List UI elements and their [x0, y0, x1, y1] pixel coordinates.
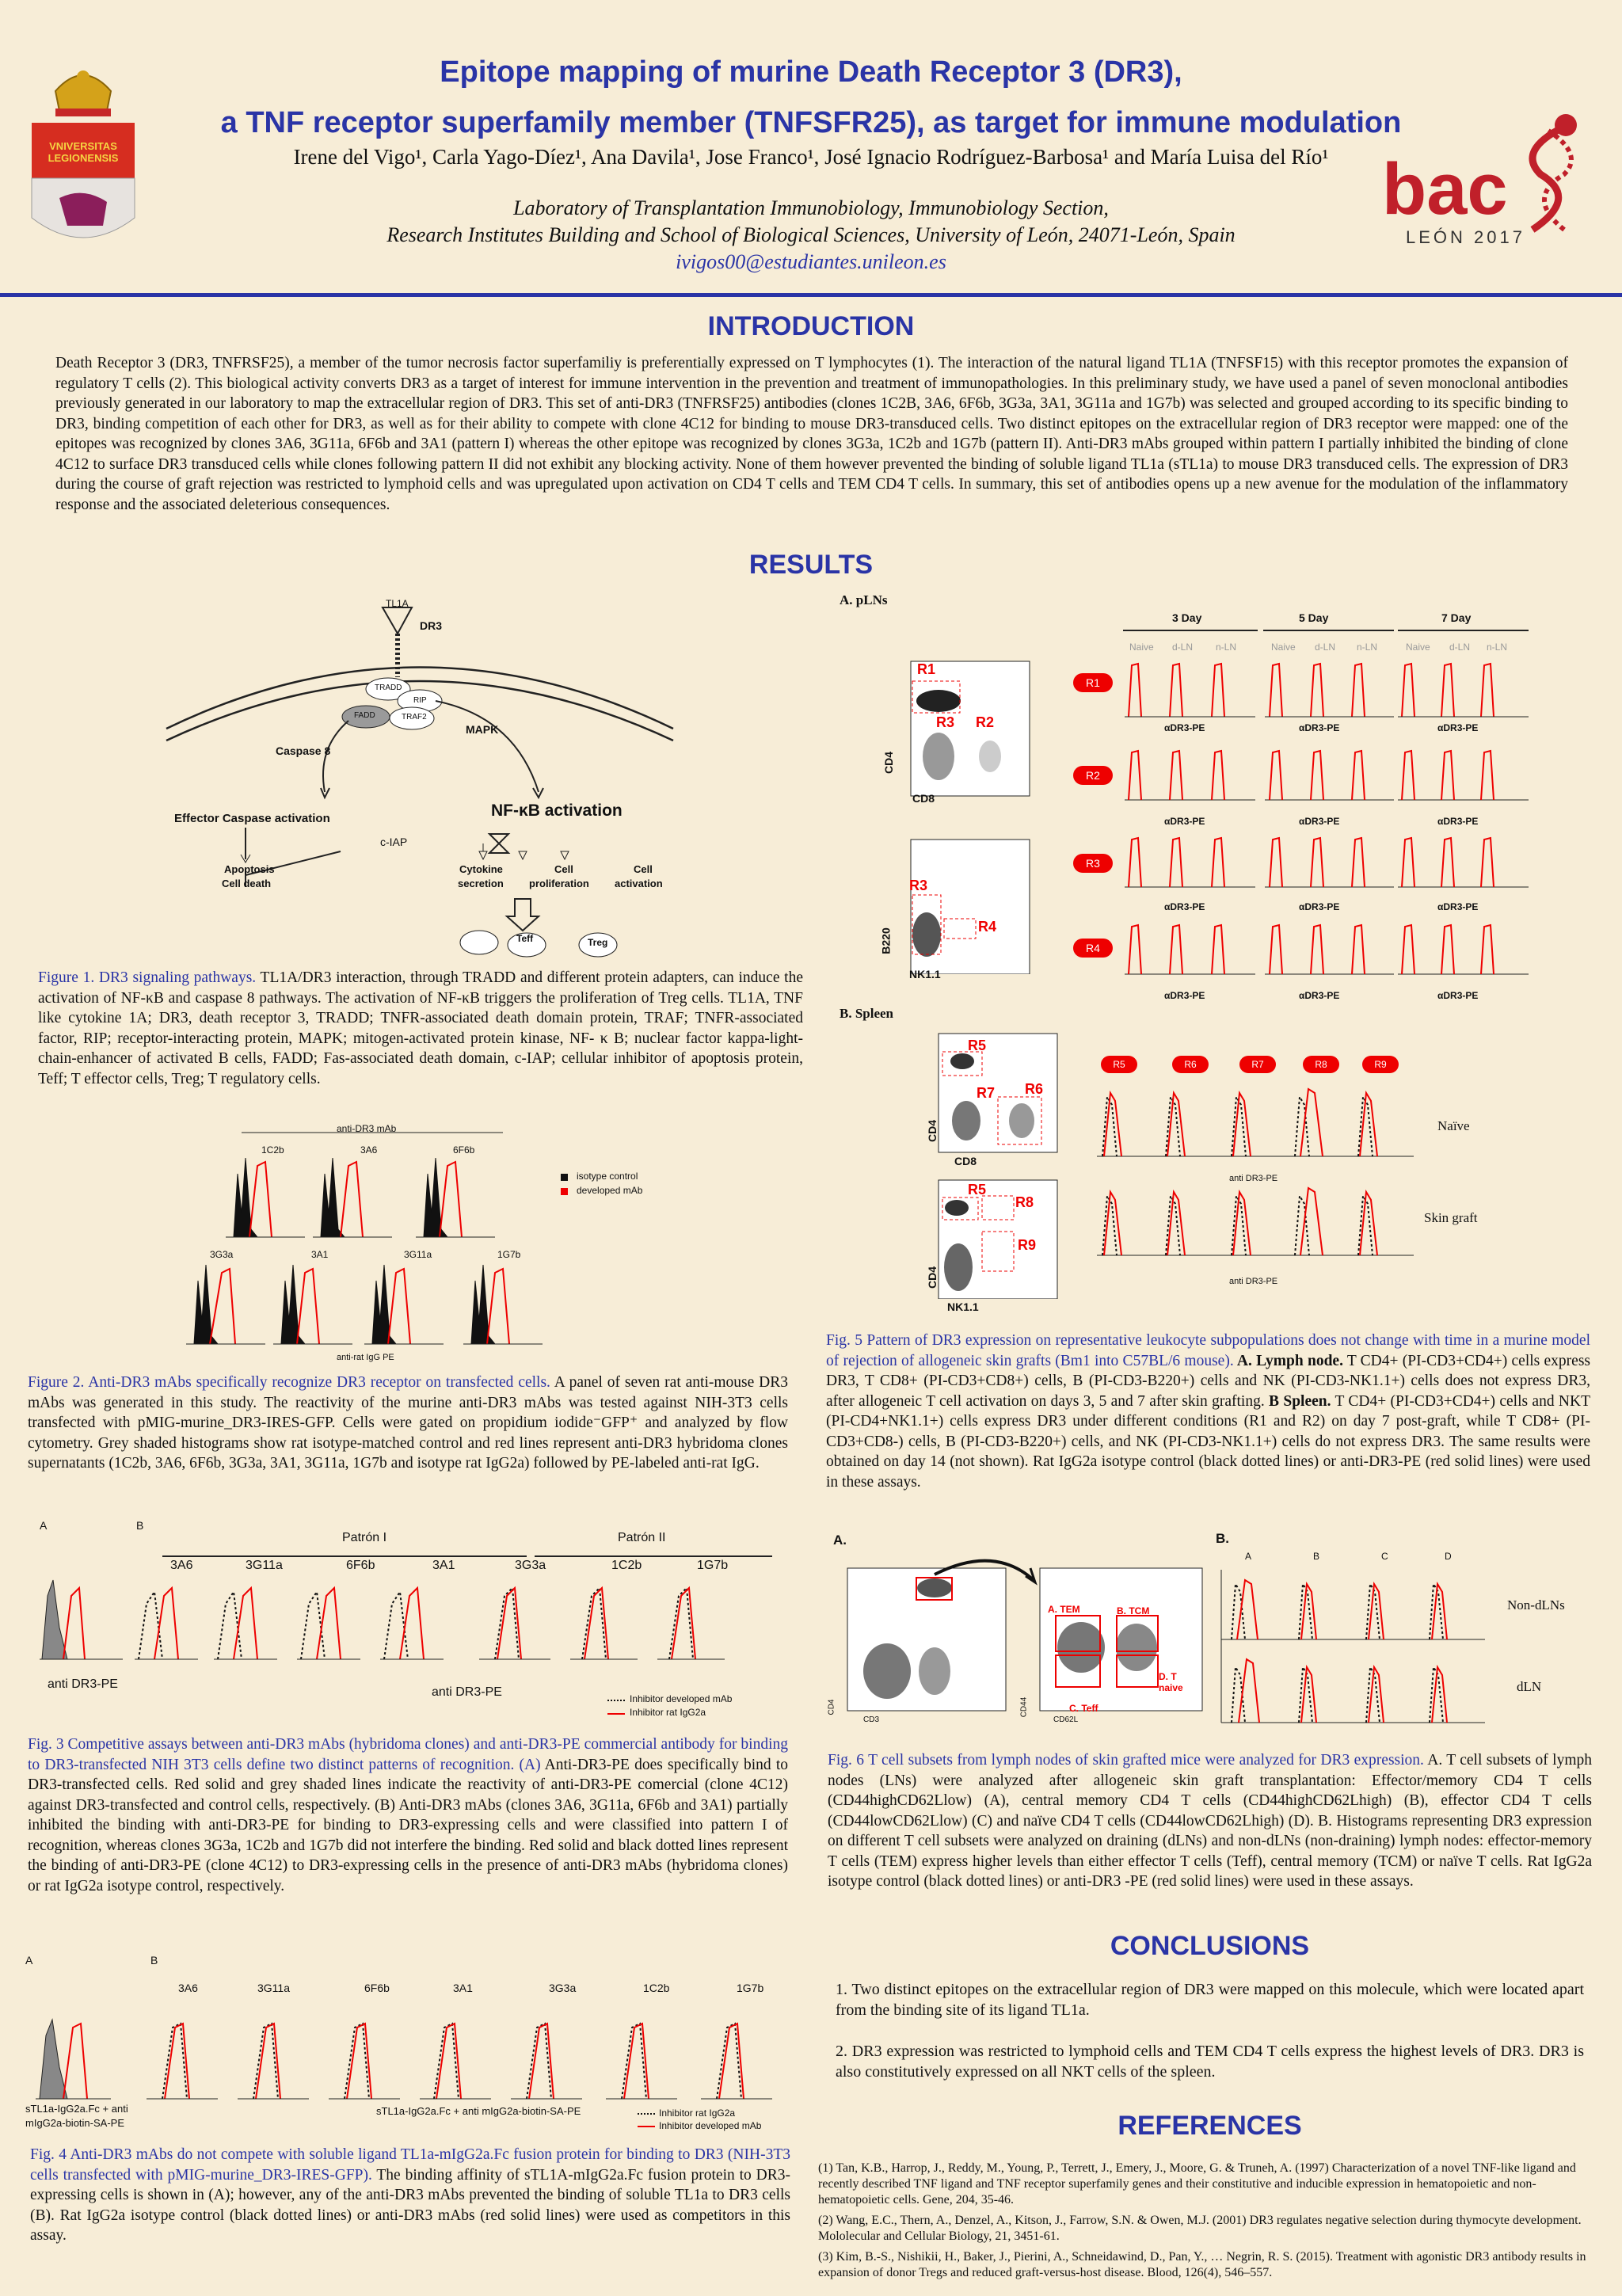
fig5-axis-r3-3: αDR3-PE	[1437, 901, 1479, 912]
fig5-r3: R3	[936, 714, 955, 730]
fig3-panel-b: B	[136, 1519, 144, 1532]
fig5-pill-r9: R9	[1362, 1056, 1399, 1073]
fig5-day-rule-3	[1398, 630, 1529, 631]
fig2-legend-developed: developed mAb	[577, 1185, 643, 1196]
fig5-spleen-axis-1: anti DR3-PE	[1229, 1174, 1278, 1183]
fig6-histograms	[1220, 1568, 1489, 1727]
fig5-day-rule-1	[1123, 630, 1258, 631]
fig1-nfkb: NF-κB activation	[491, 802, 623, 820]
fig5-cd4: CD4	[882, 751, 896, 775]
fig5-spleen-histograms	[1093, 1081, 1418, 1259]
fig5-pill-r8: R8	[1303, 1056, 1339, 1073]
fig3-pattern-2: Patrón II	[618, 1531, 666, 1544]
fig5-row-r1: R1	[1073, 673, 1113, 692]
fig5-axis-r1-1: αDR3-PE	[1164, 722, 1205, 733]
fig5-spleen-r7: R7	[977, 1085, 996, 1101]
fig2-legend-swatch-black	[561, 1174, 568, 1181]
header-rule	[0, 293, 1622, 297]
fig5-sub-dln-2: d-LN	[1315, 642, 1336, 653]
fig4-panel-a: A	[25, 1954, 33, 1967]
intro-heading: INTRODUCTION	[707, 311, 915, 341]
fig6-col-c: C	[1381, 1551, 1388, 1562]
fig3-clone-6f6b: 6F6b	[346, 1559, 375, 1572]
fig5-spleen-skingraft: Skin graft	[1424, 1210, 1478, 1225]
fig3-clone-3a6: 3A6	[170, 1559, 193, 1572]
fig5-caption-a: A. Lymph node.	[1233, 1352, 1343, 1369]
fig4-legend-line-2	[638, 2126, 655, 2127]
fig5-spleen-cd4: CD4	[926, 1119, 939, 1143]
fig5-caption-text-1: T CD4+ (PI-CD3+CD4+) cells express DR3, T CD8+ (PI-CD3+CD8+) cells, B (PI-CD3-B220+) cells and NK (PI-CD3-NK1.1+) cells does not express DR3, after allogeneic T cell activation on days 3, 5 and 7 after skin grafting.	[826, 1352, 1591, 1410]
fig1-teff: Teff	[516, 933, 534, 944]
fig5-axis-r4-2: αDR3-PE	[1299, 990, 1340, 1001]
fig5-spleen-axis-2: anti DR3-PE	[1229, 1277, 1278, 1286]
fig3-axis-a: anti DR3-PE	[48, 1677, 118, 1691]
fig6-caption-text: A. T cell subsets of lymph nodes (LNs) were analyzed after allogeneic skin graft transplantation: Effector/memory CD4 T cells (CD44highCD62Llow) (A), central memory CD4 T cells (CD44highCD62Lhigh) (B), effector CD4 T cells (CD44lowCD62Llow) (C) and naïve CD4 T cells (CD44lowCD62Lhigh) (D). B. Histograms representing DR3 expression on different T cell subsets were analyzed on draining (dLNs) and non-dLNs (non-draining) lymph nodes: effector-memory T cells (TEM) express higher levels than either effector T cells (Teff), central memory (TCM) or naïve T cells. Rat IgG2a isotype control (black dotted lines) or anti-DR3 -PE (red solid lines) were used in these assays.	[828, 1752, 1592, 1890]
fig3-axis-b: anti DR3-PE	[432, 1685, 502, 1699]
fig4-clone-1g7b: 1G7b	[737, 1982, 764, 1994]
fig2-caption-text: A panel of seven rat anti-mouse DR3 mAbs was generated in this study. The reactivity of the murine anti-DR3 mAbs was tested against NIH-3T3 cells transfected with pMIG-murine_DR3-IRES-GFP. Cells were gated on propidium iodide⁻GFP⁺ and analyzed by flow cytometry. Grey shaded histograms show rat isotype-matched control and red lines represent anti-DR3 hybridoma clones supernatants (1C2b, 3A6, 6F6b, 3G3a, 3A1, 3G11a, 1G7b and isotype rat IgG2a) followed by PE-labeled anti-rat IgG.	[28, 1374, 788, 1472]
fig5-panel-b: B. Spleen	[840, 1006, 894, 1021]
fig5-axis-r2-1: αDR3-PE	[1164, 816, 1205, 827]
fig5-b220: B220	[879, 927, 893, 954]
fig5-spleen-r5: R5	[968, 1038, 987, 1053]
reference-item-2: (2) Wang, E.C., Thern, A., Denzel, A., Kitson, J., Farrow, S.N. & Owen, M.J. (2001) DR3 regulates negative selection during thymocyte development. Mololecular and Cellular Biology, 21, 3451-61.	[818, 2214, 1582, 2243]
fig5-axis-r4-3: αDR3-PE	[1437, 990, 1479, 1001]
fig2-histograms	[178, 1126, 558, 1356]
fig6-caption	[828, 1750, 1592, 1892]
fig1-cytokine: Cytokine	[459, 863, 503, 875]
fig3-caption	[28, 1734, 788, 1896]
fig2-legend-isotype: isotype control	[577, 1171, 638, 1182]
fig6-row-nondln: Non-dLNs	[1507, 1597, 1565, 1613]
results-heading: RESULTS	[748, 550, 874, 580]
reference-item-1: (1) Tan, K.B., Harrop, J., Reddy, M., Young, P., Terrett, J., Emery, J., Moore, G. & Truneh, A. (1997) Characterization of a novel TNF-like ligand and recently described TNF ligand and TNF receptor superfamily genes and their constitutive and inducible expression in hematopoietic and non-hematopoietic cells. Gene, 204, 35-46.	[818, 2161, 1576, 2207]
fig1-caption-text: TL1A/DR3 interaction, through TRADD and different protein adapters, can induce the activation of NF-κB and caspase 8 pathways. The activation of NF-κB triggers the proliferation of Treg cells. TL1A, TNF like cytokine 1A; DR3, death receptor 3, TRADD; TNFR-associated death domain protein, TRAF; TNFR-associated factor, RIP; receptor-interacting protein, MAPK; mitogen-activated protein kinase, NF- κ B; nuclear factor kappa-light-chain-enhancer of activated B cells, FADD; Fas-associated death domain, c-IAP; cellular inhibitor of apoptosis protein, Teff; T effector cells, Treg; T regulatory cells.	[38, 969, 803, 1087]
conclusions-heading: CONCLUSIONS	[1110, 1931, 1310, 1961]
fig6-col-d: D	[1445, 1551, 1452, 1562]
fig4-panel-b: B	[150, 1954, 158, 1967]
fig5-caption-text-2: T CD4+ (PI-CD3+CD4+) cells and NKT (PI-CD4+NK1.1+) cells express DR3 under different conditions (R1 and R2) on day 7 post-graft, while T CD8+ (PI-CD3+CD8-) cells, B (PI-CD3-B220+) cells, and NK (PI-CD3-NK1.1+) cells do not express DR3. The same results were obtained on day 14 (not shown). Rat IgG2a isotype control (black dotted lines) or anti-DR3-PE (red solid lines) were used in these assays.	[826, 1392, 1590, 1491]
fig4-clone-1c2b: 1C2b	[643, 1982, 670, 1994]
fig5-r2: R2	[976, 714, 995, 730]
fig2-clone-3a6: 3A6	[360, 1144, 378, 1156]
conference-logo-sub: LEÓN 2017	[1406, 227, 1525, 247]
fig5-sub-naive-3: Naive	[1406, 642, 1430, 653]
fig6-gate-tcm: B. TCM	[1117, 1605, 1150, 1616]
fig5-spleen-r5b: R5	[968, 1182, 987, 1197]
fig3-caption-title: Fig. 3 Competitive assays between anti-DR3 mAbs (hybridoma clones) and anti-DR3-PE commercial antibody for binding to DR3-transfected NIH 3T3 cells define two distinct patterns of recognition. (A)	[28, 1736, 788, 1773]
title-line-1: Epitope mapping of murine Death Receptor 3 (DR3),	[440, 55, 1182, 89]
fig4-clone-6f6b: 6F6b	[364, 1982, 390, 1994]
fig3-legend-line-2	[607, 1713, 625, 1715]
email[interactable]: ivigos00@estudiantes.unileon.es	[676, 250, 946, 273]
fig6-caption-title: Fig. 6 T cell subsets from lymph nodes of skin grafted mice were analyzed for DR3 expression.	[828, 1752, 1424, 1769]
fig3-clone-1g7b: 1G7b	[697, 1559, 729, 1572]
fig2-clone-6f6b: 6F6b	[453, 1144, 475, 1156]
fig4-caption-text: The binding affinity of sTL1A-mIgG2a.Fc fusion protein to DR3-expressing cells is shown in (A); however, any of the anti-DR3 mAbs prevented the binding of soluble TL1a to DR3 cells (B). Rat IgG2a isotype control (black dotted lines) or anti-DR3 mAbs (red solid lines) were used as competitors in this assay.	[30, 2166, 790, 2244]
fig5-pill-r6: R6	[1172, 1056, 1209, 1073]
fig5-r3-b: R3	[909, 878, 928, 893]
fig4-clone-3a6: 3A6	[178, 1982, 198, 1994]
fig5-sub-naive-2: Naive	[1271, 642, 1296, 653]
fig5-sub-naive-1: Naive	[1129, 642, 1154, 653]
fig4-legend-1: Inhibitor rat IgG2a	[659, 2108, 736, 2119]
fig6-axis-cd4: CD4	[827, 1699, 836, 1715]
fig5-spleen-cd4b: CD4	[926, 1266, 939, 1289]
fig5-day-3: 3 Day	[1172, 611, 1202, 624]
fig1-effector: Effector Caspase activation	[174, 812, 330, 825]
fig5-dotplots-pln	[895, 657, 1038, 974]
fig1-tradd: TRADD	[375, 683, 402, 692]
fig1-ciap: c-IAP	[380, 836, 408, 848]
fig1-apoptosis: Apoptosis	[224, 863, 275, 875]
fig4-clone-3g11a: 3G11a	[257, 1982, 290, 1994]
fig1-mapk: MAPK	[466, 723, 499, 736]
fig1-treg: Treg	[588, 937, 608, 948]
fig1-dr3: DR3	[420, 619, 443, 632]
fig3-histograms	[36, 1533, 796, 1675]
fig2-clone-1g7b: 1G7b	[497, 1249, 521, 1260]
fig5-caption	[826, 1331, 1590, 1492]
fig5-axis-r3-1: αDR3-PE	[1164, 901, 1205, 912]
fig1-caspase8: Caspase 8	[276, 744, 331, 757]
fig5-cd8: CD8	[912, 792, 935, 805]
fig5-histogram-grid	[1121, 657, 1533, 998]
fig5-sub-nln-3: n-LN	[1487, 642, 1508, 653]
fig1-celldeath: Cell death	[222, 878, 272, 889]
references-heading: REFERENCES	[1118, 2111, 1302, 2141]
fig6-col-a: A	[1245, 1551, 1252, 1562]
fig5-sub-dln-3: d-LN	[1449, 642, 1471, 653]
fig5-spleen-r6: R6	[1025, 1081, 1044, 1097]
fig1-traf2: TRAF2	[402, 713, 427, 722]
fig5-day-5: 5 Day	[1299, 611, 1329, 624]
fig2-clone-3a1: 3A1	[311, 1249, 329, 1260]
fig5-caption-b: B Spleen.	[1264, 1392, 1331, 1410]
fig6-panel-a: A.	[833, 1533, 847, 1548]
fig3-legend-2: Inhibitor rat IgG2a	[630, 1707, 706, 1718]
fig3-clone-1c2b: 1C2b	[611, 1559, 642, 1572]
fig5-axis-r2-2: αDR3-PE	[1299, 816, 1340, 827]
fig1-secretion: secretion	[458, 878, 504, 889]
fig2-legend-swatch-red	[561, 1188, 568, 1195]
fig1-rip: RIP	[413, 696, 427, 705]
fig2-caption-title: Figure 2. Anti-DR3 mAbs specifically recognize DR3 receptor on transfected cells.	[28, 1374, 550, 1391]
fig1-caption	[38, 968, 803, 1089]
fig6-gate-teff: C. Teff	[1069, 1703, 1098, 1714]
fig6-axis-cd44: CD44	[1019, 1696, 1029, 1718]
fig6-gate-naive: D. T naive	[1159, 1671, 1183, 1693]
fig4-axis-b: sTL1a-IgG2a.Fc + anti mIgG2a-biotin-SA-PE	[376, 2105, 581, 2117]
fig4-legend-line-1	[638, 2113, 655, 2115]
fig2-top-label: anti-DR3 mAb	[337, 1123, 397, 1134]
conference-logo-text: bac	[1382, 149, 1508, 230]
fig5-r4: R4	[978, 919, 997, 935]
fig1-caption-title: Figure 1. DR3 signaling pathways.	[38, 969, 257, 986]
fig6-col-b: B	[1313, 1551, 1320, 1562]
fig6-axis-cd3: CD3	[863, 1715, 880, 1724]
conclusion-item-2: 2. DR3 expression was restricted to lymphoid cells and TEM CD4 T cells express the highest levels of DR3. DR3 is also constitutively expressed on all NKT cells of the spleen.	[836, 2043, 1584, 2081]
fig1-diagram	[158, 590, 681, 962]
fig2-clone-3g11a: 3G11a	[404, 1249, 432, 1260]
fig1-fadd: FADD	[354, 711, 375, 720]
fig4-legend-2: Inhibitor developed mAb	[659, 2120, 762, 2131]
fig3-clone-3g11a: 3G11a	[246, 1559, 283, 1572]
conclusion-item-1: 1. Two distinct epitopes on the extracellular region of DR3 were mapped on this molecule, which were located apart from the binding site of its ligand TL1a.	[836, 1981, 1584, 2019]
fig2-clone-3g3a: 3G3a	[210, 1249, 234, 1260]
fig3-pattern-1: Patrón I	[342, 1531, 387, 1544]
reference-item-3: (3) Kim, B.-S., Nishikii, H., Baker, J., Pierini, A., Schneidawind, D., Pan, Y., … Negrin, R. S. (2015). Treatment with agonistic DR3 antibody results in expansion of donor Tregs and reduced graft-versus-host disease. Blood, 126(4), 546–557.	[818, 2250, 1586, 2279]
fig5-axis-r4-1: αDR3-PE	[1164, 990, 1205, 1001]
fig4-caption-title: Fig. 4 Anti-DR3 mAbs do not compete with soluble ligand TL1a-mIgG2a.Fc fusion protein for binding to DR3 (NIH-3T3 cells transfected with pMIG-murine_DR3-IRES-GFP).	[30, 2146, 790, 2184]
fig5-caption-title: Fig. 5 Pattern of DR3 expression on representative leukocyte subpopulations does not change with time in a murine model of rejection of allogeneic skin grafts (Bm1 into C57BL/6 mouse).	[826, 1332, 1590, 1369]
fig5-axis-r1-2: αDR3-PE	[1299, 722, 1340, 733]
fig5-axis-r2-3: αDR3-PE	[1437, 816, 1479, 827]
fig4-histograms	[32, 1988, 792, 2107]
fig4-clone-3g3a: 3G3a	[549, 1982, 577, 1994]
fig5-spleen-cd8: CD8	[954, 1155, 977, 1167]
fig5-spleen-nk: NK1.1	[947, 1300, 979, 1313]
fig5-day-rule-2	[1263, 630, 1394, 631]
fig5-row-r2: R2	[1073, 766, 1113, 785]
fig6-row-dln: dLN	[1517, 1679, 1542, 1694]
fig5-spleen-r9: R9	[1018, 1237, 1037, 1253]
fig4-axis-a1: sTL1a-IgG2a.Fc + anti	[25, 2103, 128, 2115]
fig3-clone-3a1: 3A1	[432, 1559, 455, 1572]
fig5-spleen-r8: R8	[1015, 1194, 1034, 1210]
fig6-gate-tem: A. TEM	[1048, 1604, 1080, 1615]
fig5-spleen-naive: Naïve	[1437, 1118, 1470, 1133]
fig5-r1: R1	[917, 661, 936, 677]
fig5-nk11: NK1.1	[909, 968, 941, 980]
fig3-legend-1: Inhibitor developed mAb	[630, 1693, 733, 1704]
fig5-axis-r3-2: αDR3-PE	[1299, 901, 1340, 912]
fig5-sub-dln-1: d-LN	[1172, 642, 1194, 653]
fig5-panel-a: A. pLNs	[840, 592, 888, 607]
fig3-panel-a: A	[40, 1519, 48, 1532]
fig4-caption	[30, 2145, 790, 2246]
fig5-row-r4: R4	[1073, 939, 1113, 958]
fig6-axis-cd62l: CD62L	[1053, 1715, 1079, 1724]
fig3-legend-line-1	[607, 1700, 625, 1701]
fig5-sub-nln-1: n-LN	[1216, 642, 1237, 653]
fig1-cell1: Cell	[554, 863, 573, 875]
fig1-tl1a: TL1A	[386, 598, 409, 609]
fig3-clone-3g3a: 3G3a	[515, 1559, 546, 1572]
fig2-axis-label: anti-rat IgG PE	[337, 1353, 394, 1362]
fig5-axis-r1-3: αDR3-PE	[1437, 722, 1479, 733]
fig2-caption	[28, 1373, 788, 1474]
fig1-cell2: Cell	[634, 863, 653, 875]
fig5-day-7: 7 Day	[1441, 611, 1472, 624]
affiliation-line-1: Laboratory of Transplantation Immunobiology, Immunobiology Section,	[513, 196, 1109, 219]
fig5-pill-r5: R5	[1101, 1056, 1137, 1073]
fig1-prolif: proliferation	[529, 878, 589, 889]
fig1-activation: activation	[615, 878, 663, 889]
fig5-dotplots-spleen	[935, 1030, 1061, 1299]
fig4-axis-a2: mIgG2a-biotin-SA-PE	[25, 2117, 124, 2129]
fig5-row-r3: R3	[1073, 854, 1113, 873]
authors: Irene del Vigo¹, Carla Yago-Díez¹, Ana Davila¹, Jose Franco¹, José Ignacio Rodríguez-Barbosa¹ and María Luisa del Río¹	[293, 145, 1329, 169]
fig3-caption-text: Anti-DR3-PE does specifically bind to DR3-transfected cells. Red solid and grey shaded lines indicate the reactivity of anti-DR3-PE comercial (clone 4C12) against DR3-transfected and control cells, respectively. (B) Anti-DR3 mAbs (clones 3A6, 3G11a, 6F6b and 3A1) partially inhibited the binding with anti-DR3-PE for binding to DR3-expressing cells and were classified into pattern I of recognition, whereas clones 3G3a, 1C2b and 1G7b did not interfere the binding. Red solid and black dotted lines represent the binding of anti-DR3-PE (clone 4C12) to DR3-expressing cells in the presence of anti-DR3 mAbs (hybridoma clones) or rat IgG2a isotype control, respectively.	[28, 1756, 788, 1894]
fig5-pill-r7: R7	[1239, 1056, 1276, 1073]
fig2-clone-1c2b: 1C2b	[261, 1144, 284, 1156]
university-logo-text: VNIVERSITAS LEGIONENSIS	[48, 140, 119, 164]
affiliation-line-2: Research Institutes Building and School of Biological Sciences, University of León, 24071-León, Spain	[386, 223, 1236, 246]
title-line-2: a TNF receptor superfamily member (TNFSFR25), as target for immune modulation	[220, 106, 1402, 139]
fig4-clone-3a1: 3A1	[453, 1982, 473, 1994]
intro-text: Death Receptor 3 (DR3, TNFRSF25), a member of the tumor necrosis factor superfamiliy is preferentially expressed on T lymphocytes (1). The interaction of the natural ligand TL1A (TNFSF15) with this receptor promotes the expansion of regulatory T cells (2). This biological activity converts DR3 as a target of interest for immune intervention in the prevention and treatment of immunopathologies. In this preliminary study, we have used a panel of seven monoclonal antibodies previously generated in our laboratory to map the extracellular region of DR3. This set of anti-DR3 (TNFRSF25) antibodies (clones 1C2B, 3A6, 6F6b, 3G3a, 3A1, 3G11a and 1G7b) was selected and grouped according to its specific binding to DR3, binding competition of each other for DR3, as well as for their ability to compete with clone 4C12 for binding to mouse DR3-transduced cells. Two distinct epitopes on the extracellular region of DR3 receptor were mapped: one of the epitopes was recognized by clones 3A6, 3G11a, 6F6b and 3A1 (pattern I) whereas the other epitope was recognized by clones 3G3a, 1C2b and 1G7b (pattern II). Anti-DR3 mAbs grouped within pattern I partially inhibited the binding of clone 4C12 to surface DR3 transduced cells while clones following pattern II did not exhibit any blocking activity. None of them however prevented the binding of soluble ligand TL1a (sTL1a) to mouse DR3 transduced cells. The expression of DR3 during the course of graft rejection was restricted to lymphoid cells and was upregulated upon activation on CD4 T cells and TEM CD4 T cells. In summary, this set of antibodies opens up a new avenue for the modulation of the inflammatory response and the associated deleterious consequences.	[55, 355, 1568, 513]
fig6-panel-b: B.	[1216, 1531, 1229, 1546]
fig5-sub-nln-2: n-LN	[1357, 642, 1378, 653]
